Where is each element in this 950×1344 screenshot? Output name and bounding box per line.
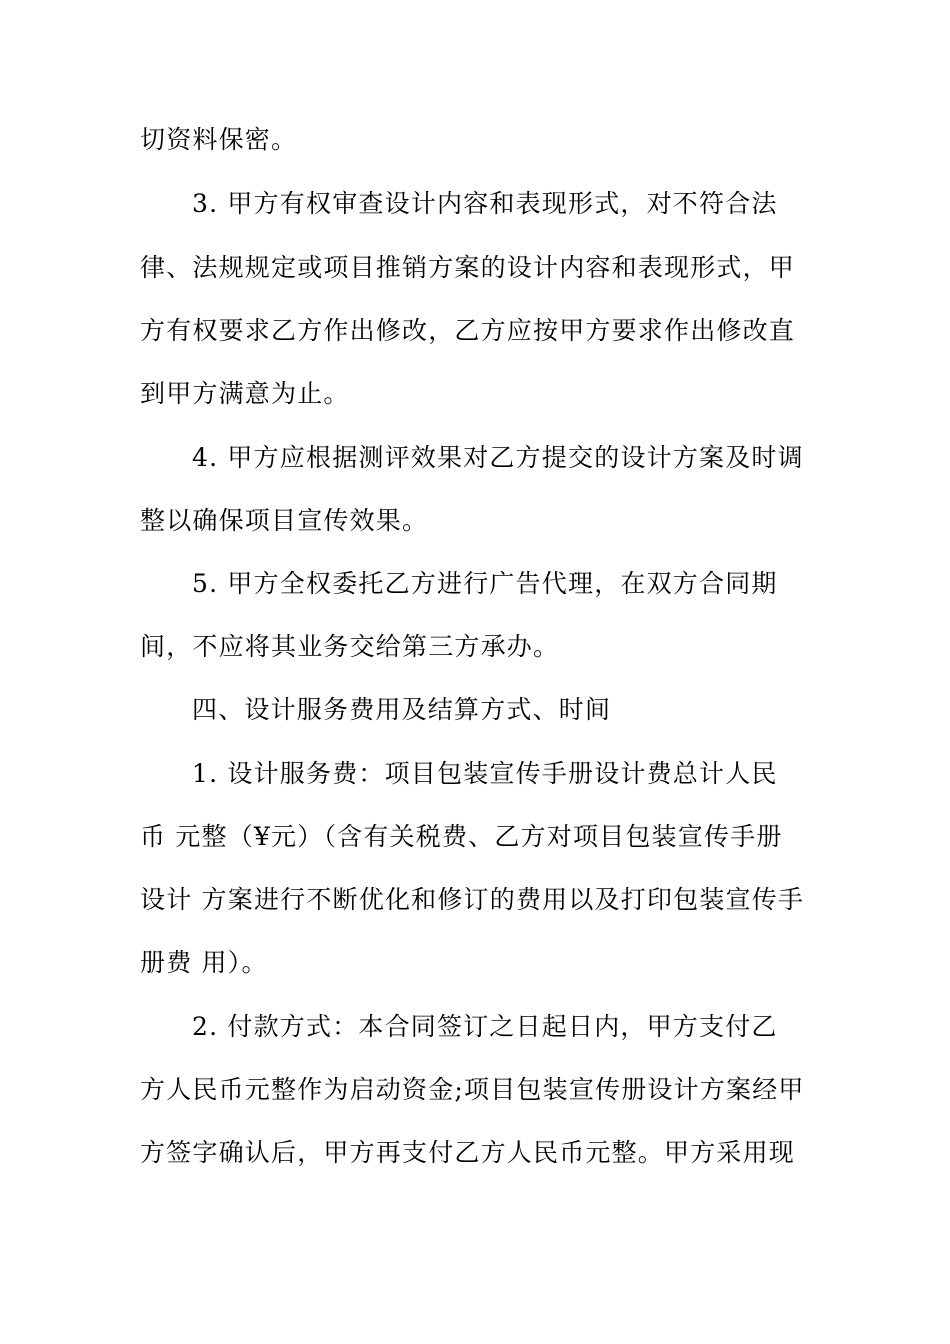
text-line: 2. 付款方式：本合同签订之日起日内，甲方支付乙 <box>192 1012 778 1041</box>
text-line: 设计 方案进行不断优化和修订的费用以及打印包装宣传手 <box>140 885 805 914</box>
text-line: 3. 甲方有权审查设计内容和表现形式，对不符合法 <box>192 189 778 218</box>
text-line: 方签字确认后，甲方再支付乙方人民币元整。甲方采用现 <box>140 1138 796 1167</box>
text-line: 4. 甲方应根据测评效果对乙方提交的设计方案及时调 <box>192 443 804 472</box>
section-heading: 四、设计服务费用及结算方式、时间 <box>192 695 612 724</box>
text-line: 到甲方满意为止。 <box>140 379 350 408</box>
text-line: 方人民币元整作为启动资金;项目包装宣传册设计方案经甲 <box>140 1075 805 1104</box>
text-line: 间，不应将其业务交给第三方承办。 <box>140 632 560 661</box>
text-line: 律、法规规定或项目推销方案的设计内容和表现形式，甲 <box>140 253 796 282</box>
text-line: 币 元整（¥元）（含有关税费、乙方对项目包装宣传手册 <box>140 822 783 851</box>
text-line: 1. 设计服务费：项目包装宣传手册设计费总计人民 <box>192 759 778 788</box>
text-line: 切资料保密。 <box>140 125 298 154</box>
text-line: 整以确保项目宣传效果。 <box>140 506 429 535</box>
text-line: 5. 甲方全权委托乙方进行广告代理，在双方合同期 <box>192 569 778 598</box>
text-line: 册费 用）。 <box>140 948 268 977</box>
text-line: 方有权要求乙方作出修改，乙方应按甲方要求作出修改直 <box>140 316 796 345</box>
